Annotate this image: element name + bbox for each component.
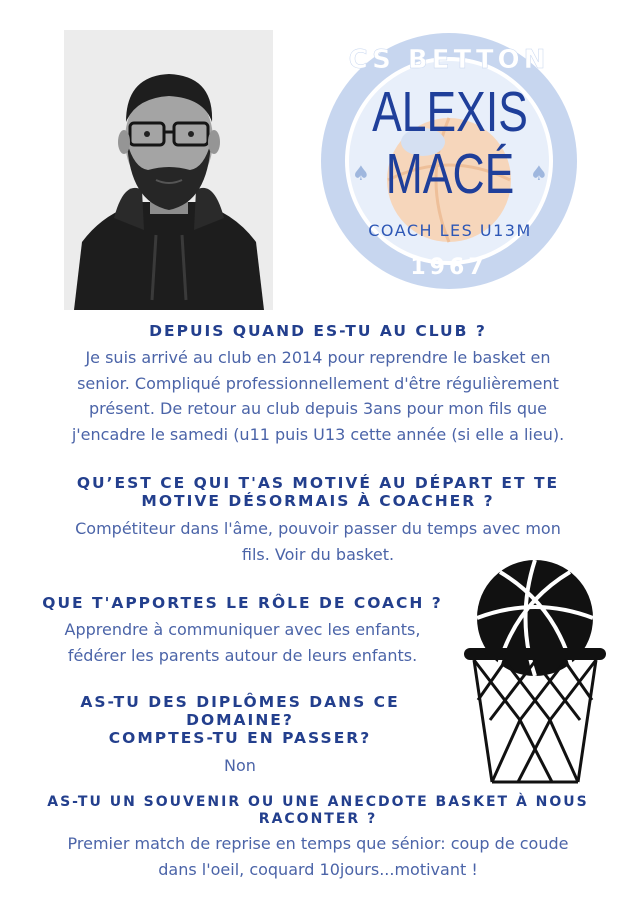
answer-diplomas: Non — [224, 756, 256, 775]
answer-line: présent. De retour au club depuis 3ans pour mon fils que — [89, 399, 547, 418]
coach-role: COACH LES U13M — [368, 221, 532, 240]
svg-text:1967: 1967 — [410, 255, 488, 280]
svg-text:CS BETTON: CS BETTON — [348, 45, 550, 75]
question-line: MOTIVE DÉSORMAIS À COACHER ? — [141, 492, 495, 510]
answer-line: Je suis arrivé au club en 2014 pour reprendre le basket en — [85, 348, 551, 367]
coach-photo — [64, 30, 273, 310]
answer-line: fédérer les parents autour de leurs enfants. — [67, 645, 418, 665]
question-motivation — [20, 474, 616, 510]
answer-anecdote — [20, 831, 616, 882]
question-diplomas — [60, 693, 420, 747]
coach-first-name: ALEXIS — [372, 80, 528, 144]
svg-text:♠: ♠ — [352, 161, 370, 185]
answer-line: Compétiteur dans l'âme, pouvoir passer du temps avec mon — [75, 519, 561, 538]
answer-line: senior. Compliqué professionnellement d'être régulièrement — [77, 373, 559, 393]
answer-line: Premier match de reprise en temps que sénior: coup de coude — [67, 834, 569, 853]
question-coach-role: QUE T'APPORTES LE RÔLE DE COACH ? — [42, 594, 443, 612]
svg-text:♠: ♠ — [530, 161, 548, 185]
question-line: AS-TU UN SOUVENIR OU UNE ANECDOTE BASKET À NOUS — [47, 794, 589, 810]
basketball-hoop-icon — [460, 560, 610, 790]
question-anecdote — [20, 794, 616, 828]
question-line: QU’EST CE QUI T'AS MOTIVÉ AU DÉPART ET TE — [76, 474, 560, 492]
coach-last-name: MACÉ — [385, 142, 515, 206]
question-line: AS-TU DES DIPLÔMES DANS CE — [80, 693, 400, 711]
coach-portrait-image — [64, 30, 273, 310]
answer-club-duration — [20, 345, 616, 447]
question-line: DOMAINE? — [186, 711, 294, 729]
answer-line: Apprendre à communiquer avec les enfants, — [64, 620, 421, 639]
answer-line: j'encadre le samedi (u11 puis U13 cette année (si elle a lieu). — [71, 424, 565, 444]
question-line: RACONTER ? — [258, 811, 378, 827]
answer-line: fils. Voir du basket. — [241, 544, 395, 564]
answer-coach-role — [30, 617, 455, 668]
question-line: COMPTES-TU EN PASSER? — [108, 729, 372, 747]
question-club-duration: DEPUIS QUAND ES-TU AU CLUB ? — [149, 322, 487, 340]
answer-line: dans l'oeil, coquard 10jours...motivant ! — [158, 859, 478, 879]
